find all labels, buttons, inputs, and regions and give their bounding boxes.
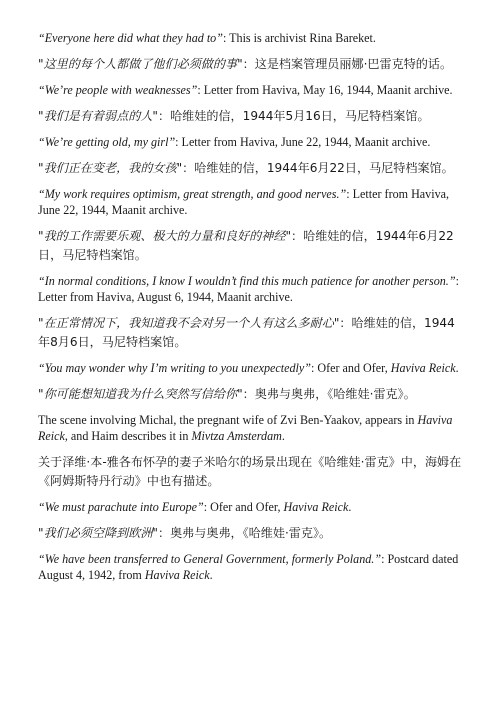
note-english bbox=[38, 82, 464, 98]
book-title: Mivtza Amsterdam bbox=[191, 429, 282, 443]
note-english bbox=[38, 360, 464, 376]
note-chinese bbox=[38, 55, 464, 74]
source-text: : Letter from Haviva, August 6, 1944, Maanit archive. bbox=[38, 274, 459, 304]
note-chinese bbox=[38, 227, 464, 265]
quote-text: “We’re getting old, my girl” bbox=[38, 135, 176, 149]
quote-text: “My work requires optimism, great strength, and good nerves.” bbox=[38, 187, 347, 201]
source-text: : Postcard dated August 4, 1942, from bbox=[38, 552, 459, 582]
quote-text: "我的工作需要乐观、极大的力量和良好的神经" bbox=[38, 229, 292, 243]
punctuation: . bbox=[209, 568, 213, 582]
quote-text: “You may wonder why I’m writing to you unexpectedly” bbox=[38, 361, 311, 375]
note-chinese bbox=[38, 385, 464, 404]
note-english bbox=[38, 412, 464, 444]
book-title: Haviva Reick bbox=[144, 568, 210, 582]
punctuation: . bbox=[281, 429, 285, 443]
quote-text: “In normal conditions, I know I wouldn’t find this much patience for another person.” bbox=[38, 274, 456, 288]
source-text: ：这是档案管理员丽娜·巴雷克特的话。 bbox=[242, 57, 453, 71]
body-text: 关于泽维·本-雅各布怀孕的妻子米哈尔的场景出现在《哈维娃·雷克》中，海姆在《阿姆斯特丹行动》中也有描述。 bbox=[38, 455, 462, 488]
note-english bbox=[38, 186, 464, 218]
body-text: , and Haim describes it in bbox=[64, 429, 192, 443]
punctuation: . bbox=[348, 500, 352, 514]
note-english bbox=[38, 30, 464, 46]
body-text: The scene involving Michal, the pregnant wife of Zvi Ben-Yaakov, appears in bbox=[38, 413, 418, 427]
punctuation: . bbox=[455, 361, 459, 375]
note-chinese bbox=[38, 159, 464, 178]
source-text: ：奥弗与奥弗，《哈维娃·雷克》。 bbox=[242, 387, 416, 401]
quote-text: “We must parachute into Europe” bbox=[38, 500, 204, 514]
quote-text: “We’re people with weaknesses” bbox=[38, 83, 198, 97]
note-chinese bbox=[38, 524, 464, 543]
quote-text: "我们正在变老，我的女孩" bbox=[38, 161, 183, 175]
source-text: : Letter from Haviva, May 16, 1944, Maanit archive. bbox=[197, 83, 453, 97]
note-english bbox=[38, 134, 464, 150]
source-text: ：哈维娃的信，1944年6月22日，马尼特档案馆。 bbox=[182, 161, 454, 175]
document-page bbox=[38, 30, 464, 592]
source-text: ：奥弗与奥弗，《哈维娃·雷克》。 bbox=[157, 526, 332, 540]
source-text: ：哈维娃的信，1944年8月6日，马尼特档案馆。 bbox=[38, 316, 455, 349]
note-english bbox=[38, 273, 464, 305]
quote-text: "你可能想知道我为什么突然写信给你" bbox=[38, 387, 243, 401]
quote-text: "在正常情况下，我知道我不会对另一个人有这么多耐心" bbox=[38, 316, 340, 330]
quote-text: “Everyone here did what they had to” bbox=[38, 31, 223, 45]
note-chinese bbox=[38, 314, 464, 352]
note-english bbox=[38, 551, 464, 583]
note-english bbox=[38, 499, 464, 515]
source-text: : Letter from Haviva, June 22, 1944, Maanit archive. bbox=[38, 187, 450, 217]
source-text: : Ofer and Ofer, bbox=[203, 500, 284, 514]
quote-text: "我们必须空降到欧洲" bbox=[38, 526, 158, 540]
book-title: Haviva Reick bbox=[390, 361, 456, 375]
quote-text: "我们是有着弱点的人" bbox=[38, 109, 158, 123]
source-text: ：哈维娃的信，1944年6月22日，马尼特档案馆。 bbox=[38, 229, 454, 262]
note-chinese bbox=[38, 107, 464, 126]
quote-text: "这里的每个人都做了他们必须做的事" bbox=[38, 57, 243, 71]
note-chinese bbox=[38, 453, 464, 491]
source-text: : Ofer and Ofer, bbox=[310, 361, 391, 375]
source-text: : Letter from Haviva, June 22, 1944, Maanit archive. bbox=[175, 135, 431, 149]
quote-text: “We have been transferred to General Government, formerly Poland.” bbox=[38, 552, 382, 566]
source-text: ：哈维娃的信，1944年5月16日，马尼特档案馆。 bbox=[157, 109, 430, 123]
book-title: Haviva Reick bbox=[283, 500, 349, 514]
source-text: : This is archivist Rina Bareket. bbox=[222, 31, 376, 45]
book-title: Haviva Reick bbox=[38, 413, 453, 443]
